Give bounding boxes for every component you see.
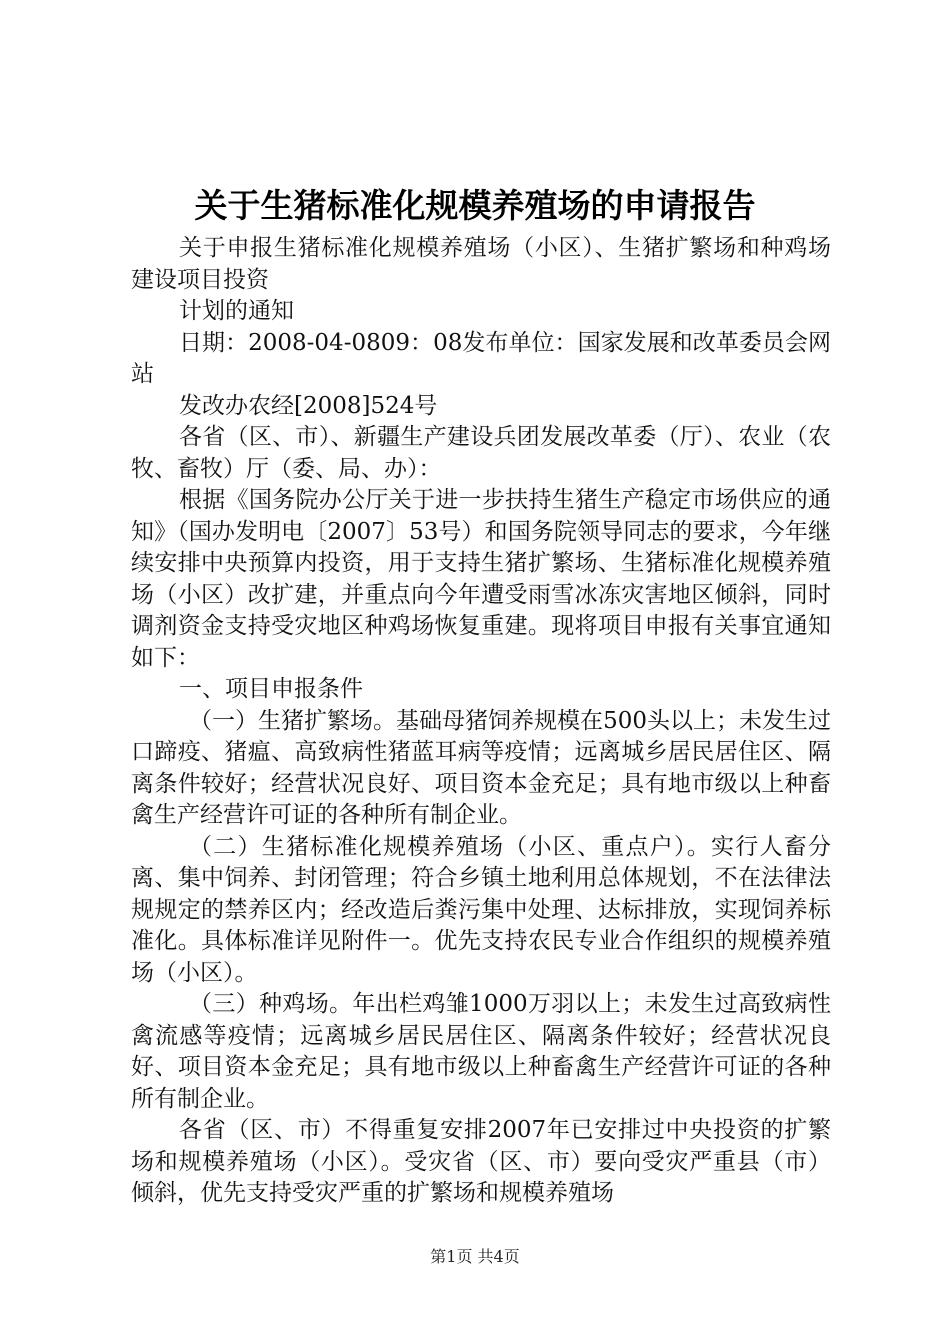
paragraph-condition-1: （一）生猪扩繁场。基础母猪饲养规模在500头以上；未发生过口蹄疫、猪瘟、高致病性猪蓝耳病等疫情；远离城乡居民居住区、隔离条件较好；经营状况良好、项目资本金充足；具有地市级以上种畜禽生产经营许可证的各种所有制企业。 — [131, 707, 831, 828]
paragraph-subject-cont: 计划的通知 — [179, 298, 294, 324]
paragraph-subject: 关于申报生猪标准化规模养殖场（小区）、生猪扩繁场和种鸡场建设项目投资 — [131, 235, 831, 293]
paragraph-note: 各省（区、市）不得重复安排2007年已安排过中央投资的扩繁场和规模养殖场（小区）。受灾省（区、市）要向受灾严重县（市）倾斜，优先支持受灾严重的扩繁场和规模养殖场 — [131, 1117, 831, 1206]
document-title: 关于生猪标准化规模养殖场的申请报告 — [194, 186, 756, 225]
page-footer: 第1页 共4页 — [430, 1247, 520, 1266]
paragraph-condition-3: （三）种鸡场。年出栏鸡雏1000万羽以上；未发生过高致病性禽流感等疫情；远离城乡居民居住区、隔离条件较好；经营状况良好、项目资本金充足；具有地市级以上种畜禽生产经营许可证的各种所有制企业。 — [131, 991, 831, 1112]
paragraph-doc-number: 发改办农经[2008]524号 — [179, 392, 438, 419]
section-heading-conditions: 一、项目申报条件 — [179, 676, 363, 702]
paragraph-condition-2: （二）生猪标准化规模养殖场（小区、重点户）。实行人畜分离、集中饲养、封闭管理；符合乡镇土地利用总体规划，不在法律法规规定的禁养区内；经改造后粪污集中处理、达标排放，实现饲养标准化。具体标准详见附件一。优先支持农民专业合作组织的规模养殖场（小区）。 — [131, 833, 831, 986]
paragraph-intro: 根据《国务院办公厅关于进一步扶持生猪生产稳定市场供应的通知》（国办发明电〔2007〕53号）和国务院领导同志的要求，今年继续安排中央预算内投资，用于支持生猪扩繁场、生猪标准化规模养殖场（小区）改扩建，并重点向今年遭受雨雪冰冻灾害地区倾斜，同时调剂资金支持受灾地区种鸡场恢复重建。现将项目申报有关事宜通知如下： — [131, 487, 831, 671]
paragraph-date-source: 日期：2008-04-0809：08发布单位：国家发展和改革委员会网站 — [131, 329, 831, 387]
paragraph-addressees: 各省（区、市）、新疆生产建设兵团发展改革委（厅）、农业（农牧、畜牧）厅（委、局、办）： — [131, 424, 831, 482]
document-body — [131, 233, 831, 1210]
